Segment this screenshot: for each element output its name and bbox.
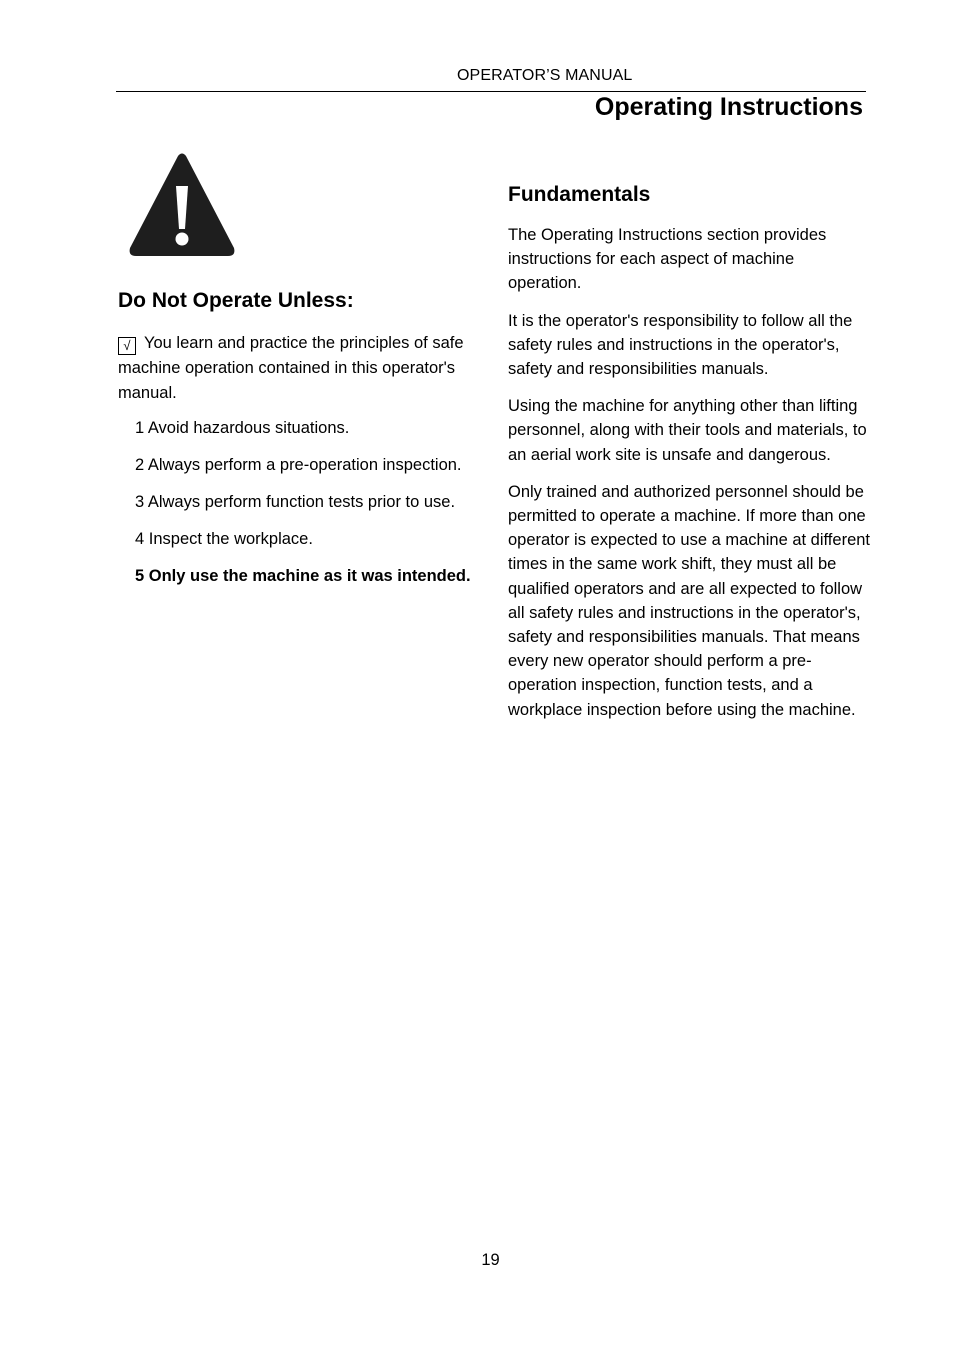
paragraph: It is the operator's responsibility to follow all the safety rules and instructions in the operator's, safety and responsibilities manuals. — [508, 311, 853, 379]
list-item: 1 Avoid hazardous situations. — [135, 419, 350, 437]
warning-triangle-icon — [128, 152, 236, 258]
page-title: Operating Instructions — [594, 93, 863, 121]
fundamentals-heading: Fundamentals — [508, 183, 651, 206]
paragraph: Using the machine for anything other than lifting personnel, along with their tools and materials, to an aerial work site is unsafe and dangerous. — [508, 397, 867, 464]
do-not-operate-heading: Do Not Operate Unless: — [118, 289, 354, 312]
intro-paragraph — [118, 331, 480, 406]
list-item: 4 Inspect the workplace. — [135, 530, 313, 548]
checkbox-checked-icon: √ — [118, 337, 136, 355]
fundamentals-section — [508, 181, 870, 735]
running-header: OPERATOR’S MANUAL — [457, 67, 633, 84]
rules-list — [118, 416, 480, 588]
intro-text: You learn and practice the principles of safe machine operation contained in this operator's manual. — [118, 334, 464, 402]
list-item: 5 Only use the machine as it was intended. — [135, 567, 471, 585]
page-number: 19 — [481, 1251, 500, 1269]
do-not-operate-section — [118, 287, 480, 601]
list-item: 2 Always perform a pre-operation inspection. — [135, 456, 462, 474]
paragraph: Only trained and authorized personnel should be permitted to operate a machine. If more than one operator is expected to use a machine at different times in the same work shift, they must all be qualified operators and are all expected to follow all safety rules and instructions in the operator's, safety and responsibilities manuals. That means every new operator should perform a pre-operation inspection, function tests, and a workplace inspection before using the machine. — [508, 482, 871, 719]
paragraph: The Operating Instructions section provides instructions for each aspect of machine operation. — [508, 226, 827, 293]
list-item: 3 Always perform function tests prior to use. — [135, 493, 456, 511]
